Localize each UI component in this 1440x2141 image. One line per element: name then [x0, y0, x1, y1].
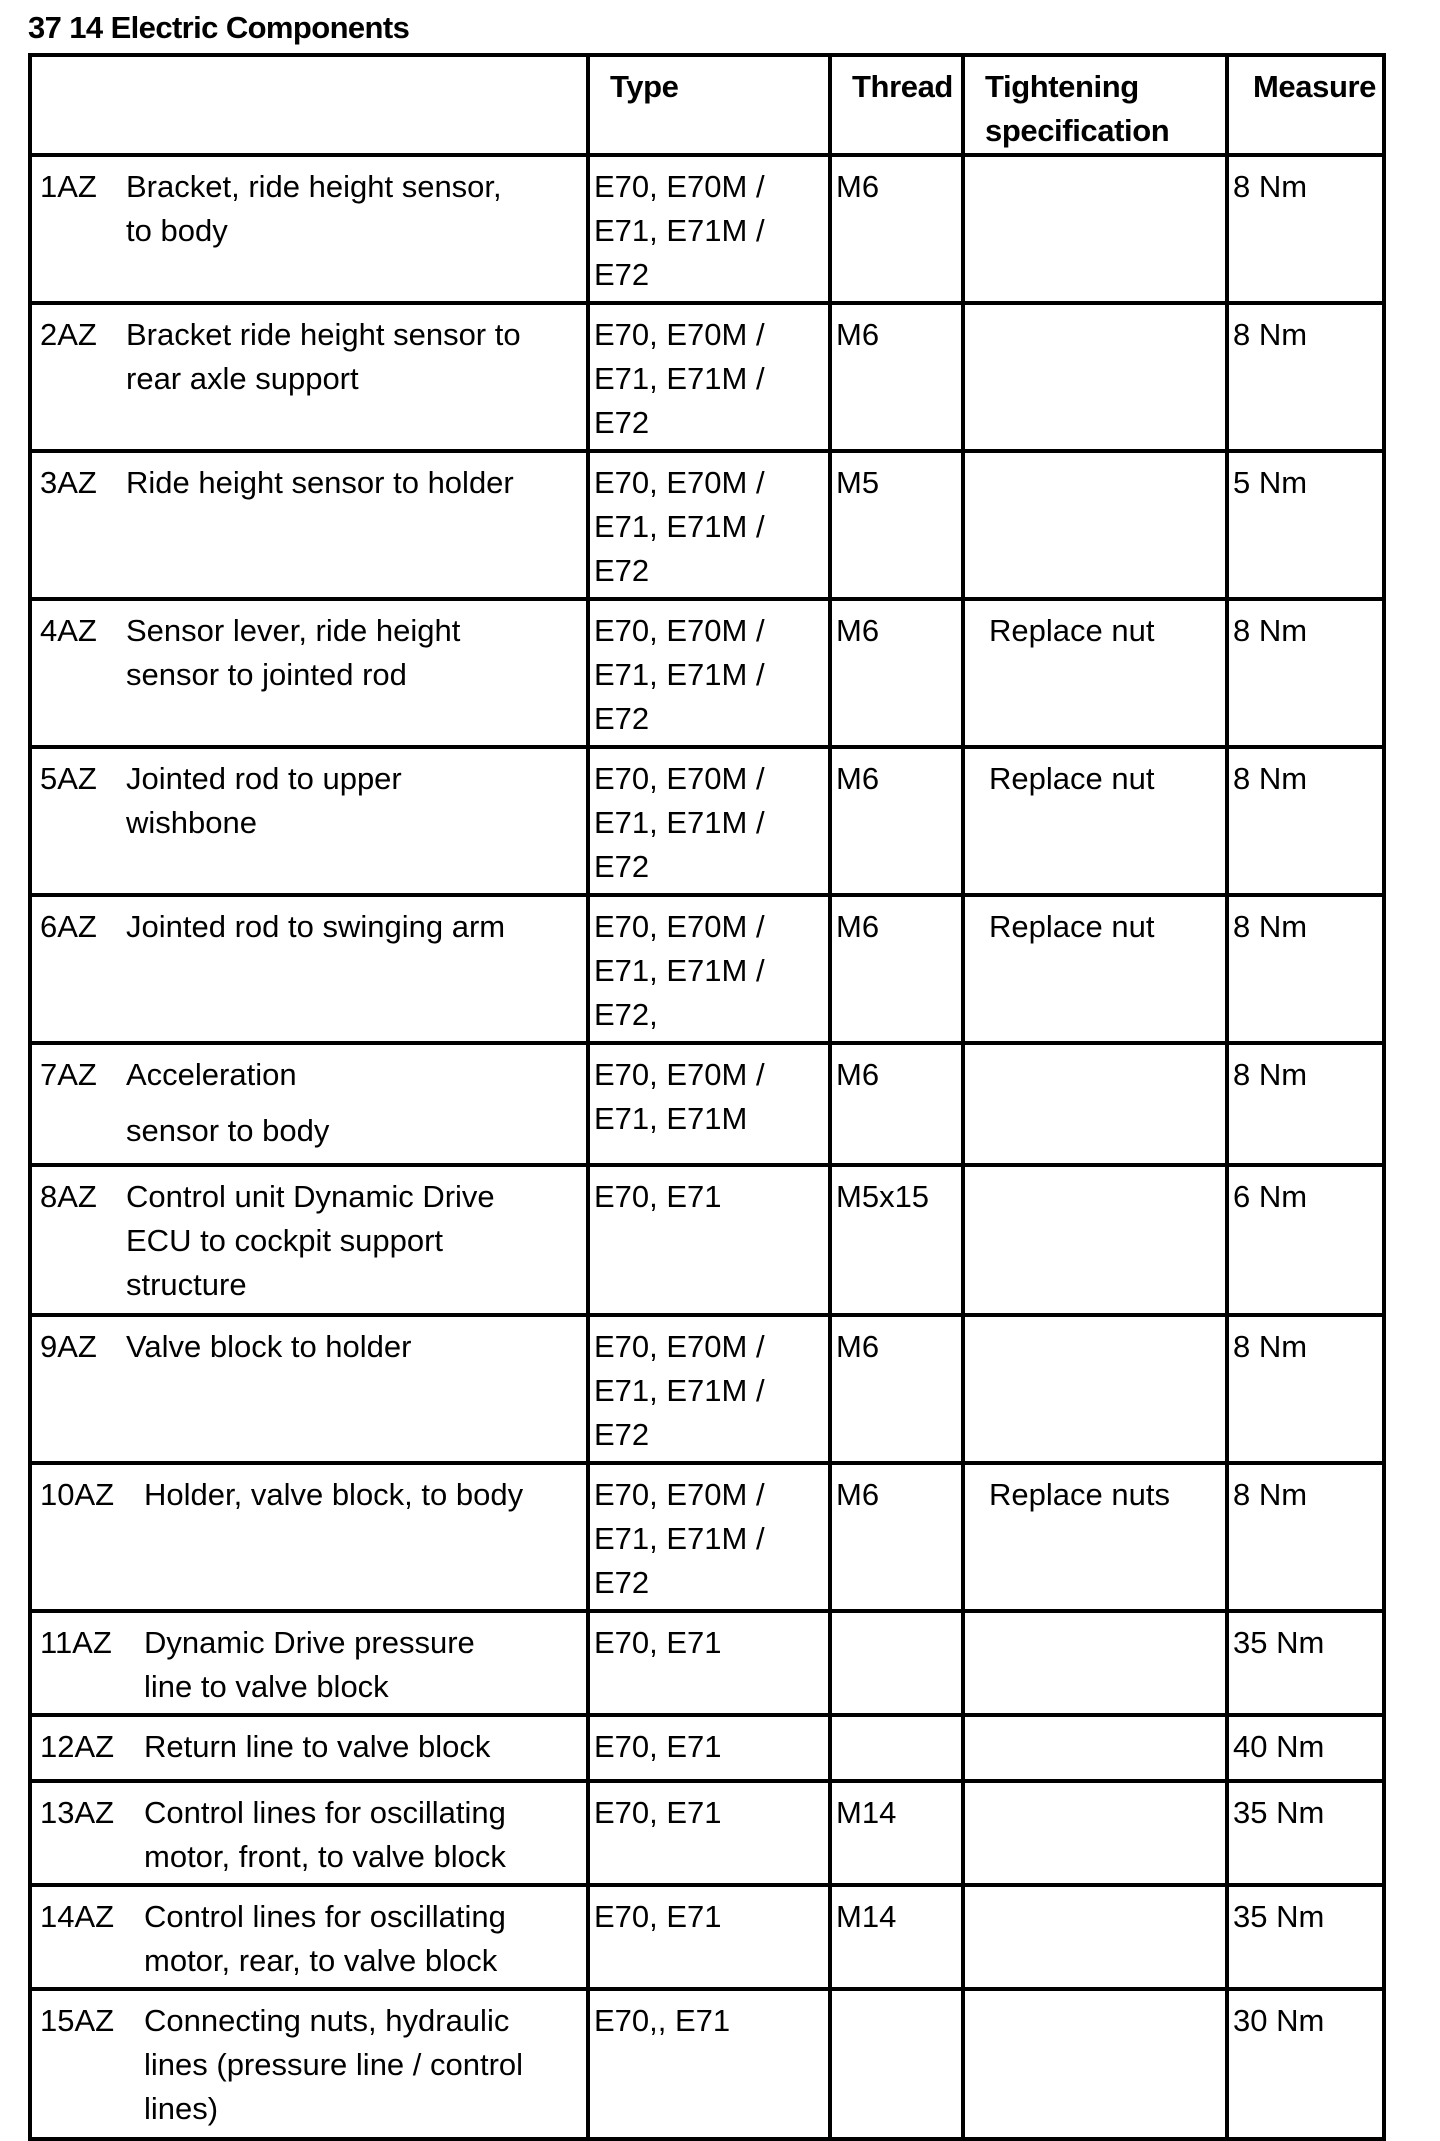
cell-tightening-specification: Replace nut — [963, 895, 1227, 1043]
component-description: Jointed rod to swinging arm — [126, 909, 506, 944]
header-tightening-specification: Tightening specification — [963, 55, 1227, 155]
table-row — [30, 1463, 1384, 1611]
component-description: Bracket, ride height sensor, to body — [126, 169, 502, 248]
component-id: 2AZ — [40, 317, 97, 352]
cell-tightening-specification — [963, 1989, 1227, 2139]
cell-thread: M6 — [830, 303, 963, 451]
cell-component — [30, 1989, 588, 2139]
table-row — [30, 1989, 1384, 2139]
cell-component — [30, 747, 588, 895]
component-description: Acceleration sensor to body — [126, 1057, 330, 1148]
page-title: 37 14 Electric Components — [28, 10, 410, 45]
cell-type: E70, E70M / E71, E71M / E72 — [588, 1463, 830, 1611]
component-id: 8AZ — [40, 1179, 97, 1214]
cell-thread: M6 — [830, 895, 963, 1043]
cell-type: E70,, E71 — [588, 1989, 830, 2139]
cell-component — [30, 895, 588, 1043]
cell-tightening-specification — [963, 1165, 1227, 1315]
table-row — [30, 599, 1384, 747]
cell-type: E70, E70M / E71, E71M — [588, 1043, 830, 1165]
cell-thread: M6 — [830, 155, 963, 303]
component-id: 10AZ — [40, 1477, 115, 1512]
component-id: 13AZ — [40, 1795, 115, 1830]
cell-type: E70, E70M / E71, E71M / E72 — [588, 303, 830, 451]
cell-tightening-specification — [963, 451, 1227, 599]
cell-type: E70, E71 — [588, 1611, 830, 1715]
component-description: Ride height sensor to holder — [126, 465, 514, 500]
cell-type: E70, E71 — [588, 1715, 830, 1781]
table-row — [30, 1885, 1384, 1989]
cell-type: E70, E71 — [588, 1165, 830, 1315]
cell-tightening-specification — [963, 1315, 1227, 1463]
cell-thread — [830, 1989, 963, 2139]
cell-measure: 40 Nm — [1227, 1715, 1384, 1781]
cell-type: E70, E71 — [588, 1781, 830, 1885]
component-description: Control lines for oscillating motor, rear, to valve block — [144, 1899, 506, 1978]
cell-thread: M6 — [830, 599, 963, 747]
table-row — [30, 895, 1384, 1043]
cell-tightening-specification: Replace nut — [963, 747, 1227, 895]
component-id: 3AZ — [40, 465, 97, 500]
cell-measure: 35 Nm — [1227, 1781, 1384, 1885]
table-row — [30, 1043, 1384, 1165]
cell-thread: M5x15 — [830, 1165, 963, 1315]
component-description: Bracket ride height sensor to rear axle support — [126, 317, 521, 396]
cell-thread: M14 — [830, 1885, 963, 1989]
component-description: Valve block to holder — [126, 1329, 412, 1364]
cell-measure: 8 Nm — [1227, 1463, 1384, 1611]
component-description: Control unit Dynamic Drive ECU to cockpit support structure — [126, 1179, 495, 1302]
cell-component — [30, 599, 588, 747]
cell-component — [30, 1885, 588, 1989]
cell-measure: 35 Nm — [1227, 1885, 1384, 1989]
cell-type: E70, E70M / E71, E71M / E72 — [588, 747, 830, 895]
table-body — [30, 155, 1384, 2139]
cell-thread: M14 — [830, 1781, 963, 1885]
component-id: 15AZ — [40, 2003, 115, 2038]
table-row — [30, 747, 1384, 895]
table-row — [30, 1315, 1384, 1463]
cell-thread — [830, 1611, 963, 1715]
cell-measure: 8 Nm — [1227, 155, 1384, 303]
cell-thread: M5 — [830, 451, 963, 599]
cell-thread — [830, 1715, 963, 1781]
component-id: 12AZ — [40, 1729, 115, 1764]
component-description: Sensor lever, ride height sensor to jointed rod — [126, 613, 461, 692]
cell-measure: 8 Nm — [1227, 1315, 1384, 1463]
cell-component — [30, 1315, 588, 1463]
cell-measure: 5 Nm — [1227, 451, 1384, 599]
component-id: 9AZ — [40, 1329, 97, 1364]
cell-thread: M6 — [830, 1463, 963, 1611]
cell-type: E70, E70M / E71, E71M / E72 — [588, 1315, 830, 1463]
cell-tightening-specification — [963, 1043, 1227, 1165]
cell-measure: 8 Nm — [1227, 599, 1384, 747]
cell-component — [30, 155, 588, 303]
component-id: 1AZ — [40, 169, 97, 204]
cell-tightening-specification — [963, 1611, 1227, 1715]
cell-tightening-specification — [963, 155, 1227, 303]
component-description: Jointed rod to upper wishbone — [126, 761, 402, 840]
cell-component — [30, 303, 588, 451]
table-row — [30, 1165, 1384, 1315]
cell-component — [30, 1165, 588, 1315]
cell-tightening-specification — [963, 1781, 1227, 1885]
table-row — [30, 451, 1384, 599]
cell-tightening-specification: Replace nuts — [963, 1463, 1227, 1611]
cell-measure: 35 Nm — [1227, 1611, 1384, 1715]
header-measure: Measure — [1227, 55, 1384, 155]
cell-type: E70, E70M / E71, E71M / E72 — [588, 451, 830, 599]
cell-component — [30, 1715, 588, 1781]
cell-thread: M6 — [830, 1043, 963, 1165]
component-id: 14AZ — [40, 1899, 115, 1934]
cell-type: E70, E70M / E71, E71M / E72, — [588, 895, 830, 1043]
cell-component — [30, 451, 588, 599]
cell-measure: 30 Nm — [1227, 1989, 1384, 2139]
cell-measure: 8 Nm — [1227, 747, 1384, 895]
component-description: Holder, valve block, to body — [144, 1477, 524, 1512]
cell-tightening-specification — [963, 303, 1227, 451]
component-id: 5AZ — [40, 761, 97, 796]
cell-measure: 8 Nm — [1227, 303, 1384, 451]
table-row — [30, 155, 1384, 303]
table-row — [30, 303, 1384, 451]
cell-component — [30, 1781, 588, 1885]
cell-component — [30, 1611, 588, 1715]
table-row — [30, 1611, 1384, 1715]
component-id: 6AZ — [40, 909, 97, 944]
header-thread: Thread — [830, 55, 963, 155]
header-type: Type — [588, 55, 830, 155]
header-component — [30, 55, 588, 155]
cell-measure: 8 Nm — [1227, 895, 1384, 1043]
component-id: 11AZ — [40, 1625, 112, 1660]
component-id: 7AZ — [40, 1057, 97, 1092]
cell-measure: 6 Nm — [1227, 1165, 1384, 1315]
component-description: Dynamic Drive pressure line to valve block — [144, 1625, 475, 1704]
cell-tightening-specification — [963, 1885, 1227, 1989]
cell-thread: M6 — [830, 747, 963, 895]
cell-measure: 8 Nm — [1227, 1043, 1384, 1165]
component-description: Return line to valve block — [144, 1729, 491, 1764]
component-id: 4AZ — [40, 613, 97, 648]
cell-thread: M6 — [830, 1315, 963, 1463]
cell-type: E70, E70M / E71, E71M / E72 — [588, 599, 830, 747]
table-row — [30, 1781, 1384, 1885]
component-description: Connecting nuts, hydraulic lines (pressure line / control lines) — [144, 2003, 524, 2126]
cell-type: E70, E71 — [588, 1885, 830, 1989]
torque-table — [28, 53, 1386, 2141]
cell-component — [30, 1463, 588, 1611]
cell-tightening-specification — [963, 1715, 1227, 1781]
table-row — [30, 1715, 1384, 1781]
table-header-row — [30, 55, 1384, 155]
cell-tightening-specification: Replace nut — [963, 599, 1227, 747]
component-description: Control lines for oscillating motor, front, to valve block — [144, 1795, 506, 1874]
cell-component — [30, 1043, 588, 1165]
cell-type: E70, E70M / E71, E71M / E72 — [588, 155, 830, 303]
